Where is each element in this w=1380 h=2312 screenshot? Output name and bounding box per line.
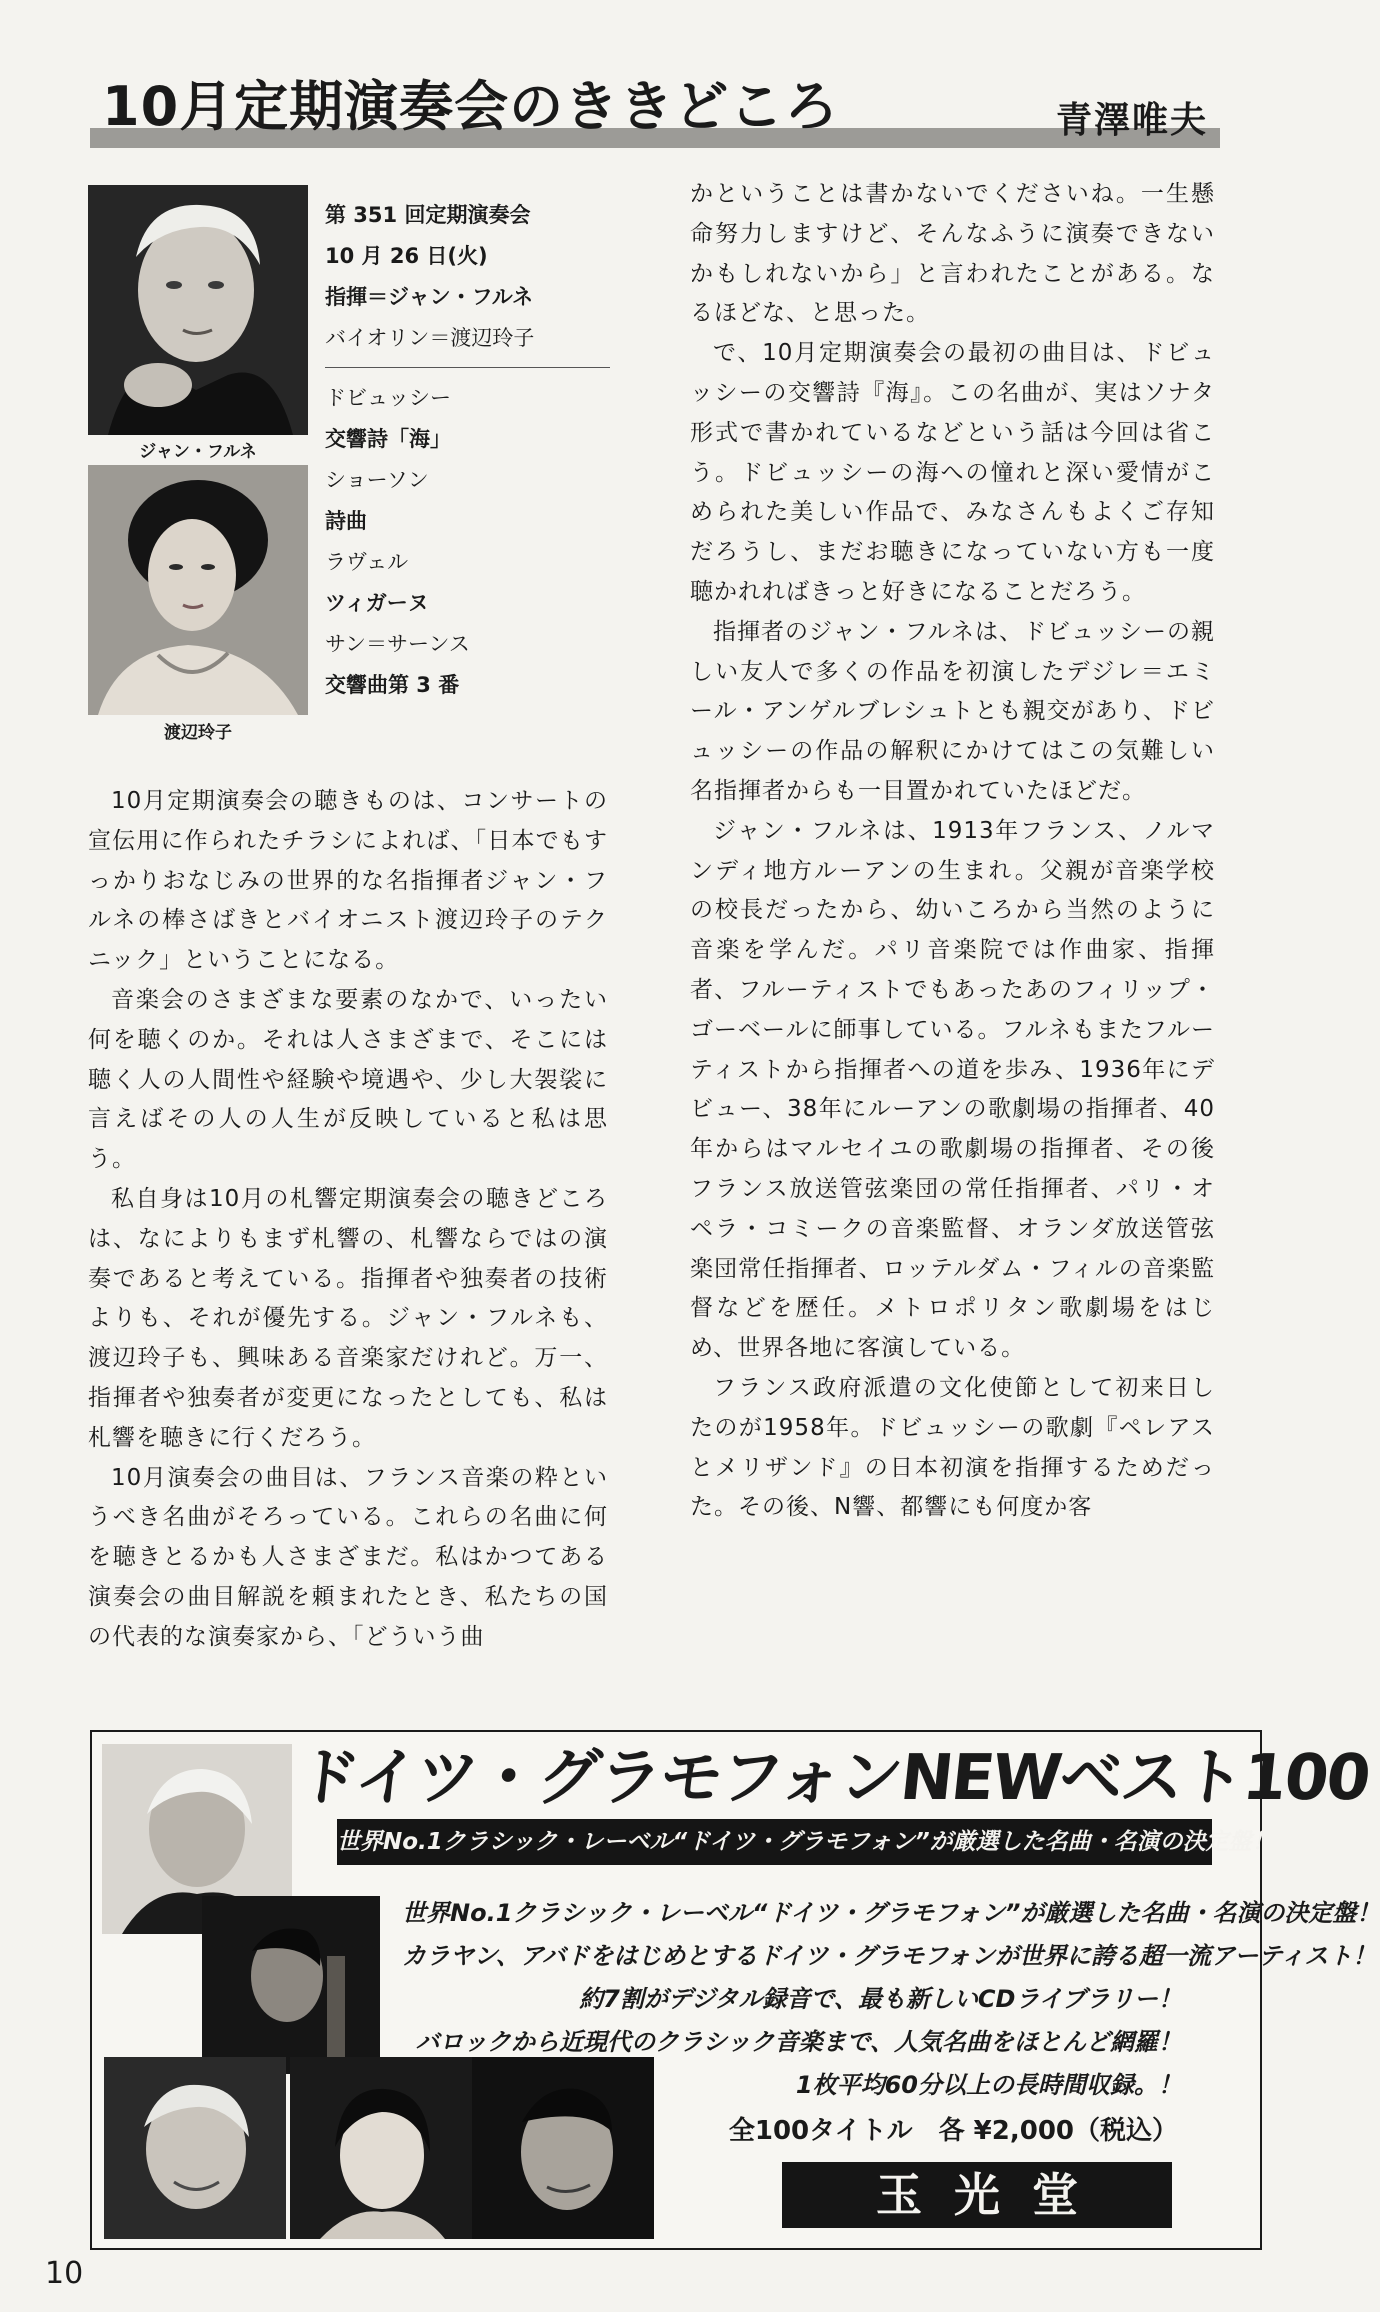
ad-bullet: 1枚平均60分以上の長時間収録。！: [795, 2071, 1182, 2099]
ad-bullet: 世界No.1クラシック・レーベル“ドイツ・グラモフォン”が厳選した名曲・名演の決定盤！: [402, 1899, 1380, 1927]
article-paragraph: ジャン・フルネは、1913年フランス、ノルマンディ地方ルーアンの生まれ。父親が音楽学校の校長だったから、幼いころから当然のように音楽を学んだ。パリ音楽院では作曲家、指揮者、フルーティストでもあったあのフィリップ・ゴーベールに師事している。フルネもまたフルーティストから指揮者への道を歩み、1936年にデビュー、38年にルーアンの歌劇場の指揮者、40年からはマルセイユの歌劇場の指揮者、その後フランス放送管弦楽団の常任指揮者、パリ・オペラ・コミークの音楽監督、オランダ放送管弦楽団常任指揮者、ロッテルダム・フィルの音楽監督などを歴任。メトロポリタン歌劇場をはじめ、世界各地に客演している。: [690, 817, 1216, 1362]
concert-number: 第 351 回定期演奏会: [325, 203, 531, 227]
conductor-photo: [88, 185, 308, 435]
article-author: 青澤唯夫: [1055, 100, 1208, 141]
article-paragraph: 10月演奏会の曲目は、フランス音楽の粋というべき名曲がそろっている。これらの名曲に何を聴きとるかも人さまざまだ。私はかつてある演奏会の曲目解説を頼まれたとき、私たちの国の代表的な演奏家から、「どういう曲: [88, 1464, 608, 1650]
ad-headline: ドイツ・グラモフォンNEWベスト100: [293, 1741, 1373, 1814]
ad-bullet: 約7割がデジタル録音で、最も新しいCDライブラリー！: [579, 1985, 1182, 2013]
article-paragraph: フランス政府派遣の文化使節として初来日したのが1958年。ドビュッシーの歌劇『ペレアスとメリザンド』の日本初演を指揮するためだった。その後、N響、都響にも何度か客: [690, 1374, 1215, 1521]
article-paragraph: 私自身は10月の札響定期演奏会の聴きどころは、なによりもまず札響の、札響ならではの演奏であると考えている。指揮者や独奏者の技術よりも、それが優先する。ジャン・フルネも、渡辺玲子も、興味ある音楽家だけれど。万一、指揮者や独奏者が変更になったとしても、私は札響を聴きに行くだろう。: [88, 1185, 608, 1451]
concert-soloist: バイオリン＝渡辺玲子: [325, 326, 535, 350]
program-work: 詩曲: [325, 509, 367, 533]
program-composer: サン＝サーンス: [325, 632, 470, 656]
artist-portrait: [104, 2057, 286, 2239]
program-composer: ラヴェル: [325, 550, 409, 574]
conductor-caption: ジャン・フルネ: [139, 442, 257, 462]
program-work: 交響詩「海」: [325, 427, 451, 451]
article-paragraph-continued: かということは書かないでくださいね。一生懸命努力しますけど、そんなふうに演奏できないかもしれないから」と言われたことがある。なるほどな、と思った。: [690, 181, 1215, 327]
ad-banner: 世界No.1クラシック・レーベル“ドイツ・グラモフォン”が厳選した名曲・名演の決定盤！: [337, 1819, 1212, 1865]
ad-bullet: バロックから近現代のクラシック音楽まで、人気名曲をほとんど網羅！: [415, 2028, 1182, 2056]
ad-bullet-list: [402, 1892, 1380, 2107]
violinist-caption: 渡辺玲子: [164, 723, 232, 743]
artist-portrait: [202, 1896, 380, 2074]
article-column-left: [88, 782, 608, 1658]
article-header: [90, 68, 1220, 148]
program-list: [325, 378, 615, 706]
article-paragraph: 指揮者のジャン・フルネは、ドビュッシーの親しい友人で多くの作品を初演したデジレ＝エミール・アンゲルブレシュトとも親交があり、ドビュッシーの作品の解釈にかけてはこの気難しい名指揮者からも一目置かれていたほどだ。: [690, 618, 1215, 804]
concert-info: [325, 195, 615, 706]
article-paragraph: で、10月定期演奏会の最初の曲目は、ドビュッシーの交響詩『海』。この名曲が、実はソナタ形式で書かれているなどという話は今回は省こう。ドビュッシーの海への憧れと深い愛情がこめられた美しい作品で、みなさんもよくご存知だろうし、まだお聴きになっていない方も一度聴かれればきっと好きになることだろう。: [690, 340, 1215, 605]
program-work: ツィガーヌ: [325, 591, 429, 615]
ad-bullet: カラヤン、アバドをはじめとするドイツ・グラモフォンが世界に誇る超一流アーティスト！: [402, 1942, 1377, 1970]
article-paragraph: 10月定期演奏会の聴きものは、コンサートの宣伝用に作られたチラシによれば、「日本でもすっかりおなじみの世界的な名指揮者ジャン・フルネの棒さばきとバイオニスト渡辺玲子のテクニック」ということになる。: [88, 788, 608, 974]
store-logo: 玉光堂: [782, 2162, 1172, 2228]
violinist-photo: [88, 465, 308, 715]
program-composer: ドビュッシー: [325, 386, 451, 410]
program-work: 交響曲第 3 番: [325, 673, 460, 697]
article-title: 10月定期演奏会のききどころ: [102, 75, 840, 138]
article-column-right: [690, 175, 1215, 1528]
advertisement: [90, 1730, 1380, 2250]
concert-date: 10 月 26 日(火): [325, 244, 488, 268]
program-composer: ショーソン: [325, 468, 429, 492]
concert-conductor: 指揮＝ジャン・フルネ: [325, 285, 534, 309]
page-number: 10: [45, 2256, 84, 2291]
article-paragraph: 音楽会のさまざまな要素のなかで、いったい何を聴くのか。それは人さまざまで、そこには聴く人の人間性や経験や境遇や、少し大袈裟に言えばその人の人生が反映していると私は思う。: [88, 986, 608, 1173]
info-divider: [325, 367, 610, 368]
ad-price: 全100タイトル 各 ¥2,000（税込）: [728, 2116, 1178, 2146]
